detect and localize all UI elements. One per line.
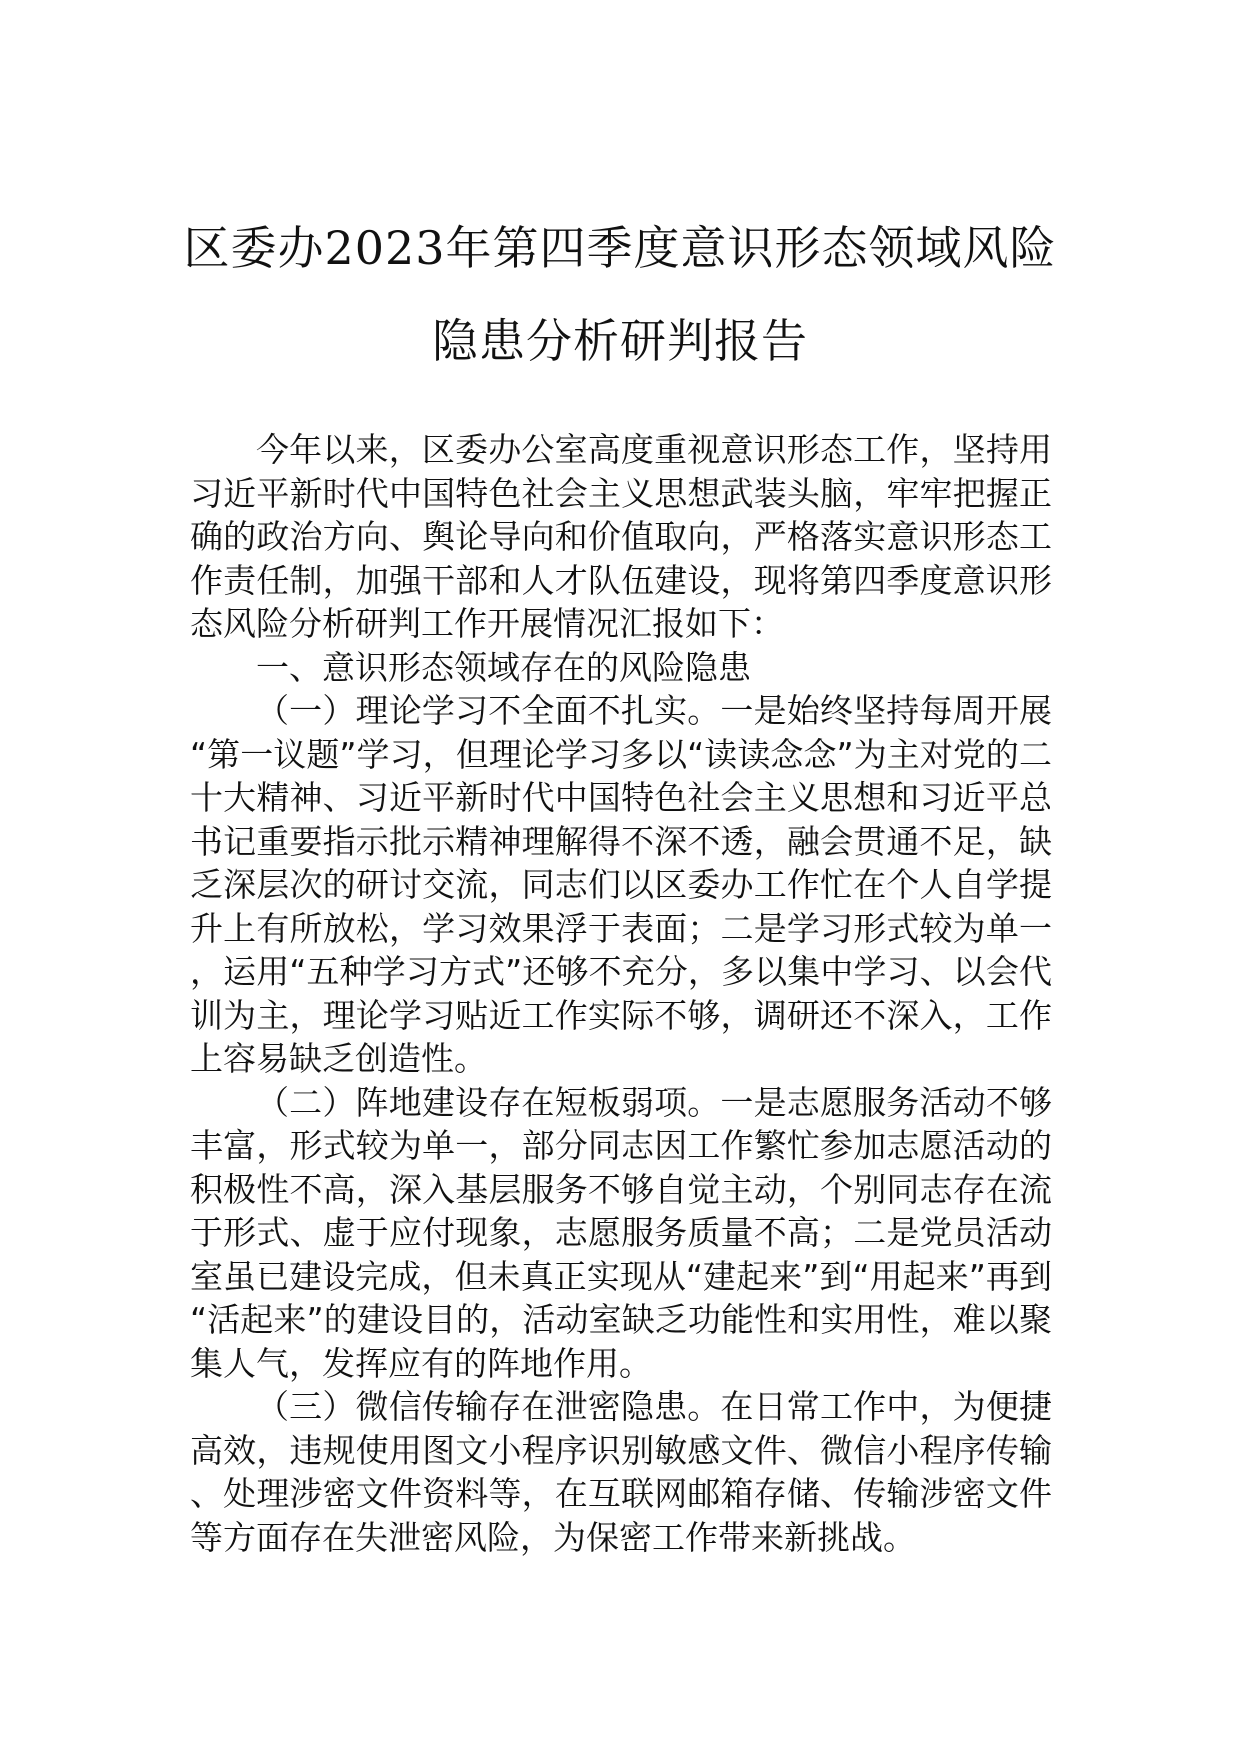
document-title-line-1: 区委办2023年第四季度意识形态领域风险 [183,221,1057,275]
paragraph-wechat-leak-risk: （三）微信传输存在泄密隐患。在日常工作中，为便捷高效，违规使用图文小程序识别敏感文件、微信小程序传输、处理涉密文件资料等，在互联网邮箱存储、传输涉密文件等方面存在失泄密风险，为保密工作带来新挑战。 [190,1387,1052,1557]
paragraph-position-building: （二）阵地建设存在短板弱项。一是志愿服务活动不够丰富，形式较为单一，部分同志因工作繁忙参加志愿活动的积极性不高，深入基层服务不够自觉主动，个别同志存在流于形式、虚于应付现象，志愿服务质量不高；二是党员活动室虽已建设完成，但未真正实现从“建起来”到“用起来”再到“活起来”的建设目的，活动室缺乏功能性和实用性，难以聚集人气，发挥应有的阵地作用。 [190,1082,1052,1383]
paragraph-theory-study: （一）理论学习不全面不扎实。一是始终坚持每周开展“第一议题”学习，但理论学习多以“读读念念”为主对党的二十大精神、习近平新时代中国特色社会主义思想和习近平总书记重要指示批示精神理解得不深不透，融会贯通不足，缺乏深层次的研讨交流，同志们以区委办工作忙在个人自学提升上有所放松，学习效果浮于表面；二是学习形式较为单一，运用“五种学习方式”还够不充分，多以集中学习、以会代训为主，理论学习贴近工作实际不够，调研还不深入，工作上容易缺乏创造性。 [190,691,1052,1078]
document-title-line-2: 隐患分析研判报告 [432,314,808,368]
section-heading-risks: 一、意识形态领域存在的风险隐患 [256,647,751,687]
document-body [190,428,1052,1559]
intro-paragraph: 今年以来，区委办公室高度重视意识形态工作，坚持用习近平新时代中国特色社会主义思想武装头脑，牢牢把握正确的政治方向、舆论导向和价值取向，严格落实意识形态工作责任制，加强干部和人才队伍建设，现将第四季度意识形态风险分析研判工作开展情况汇报如下： [190,430,1052,643]
